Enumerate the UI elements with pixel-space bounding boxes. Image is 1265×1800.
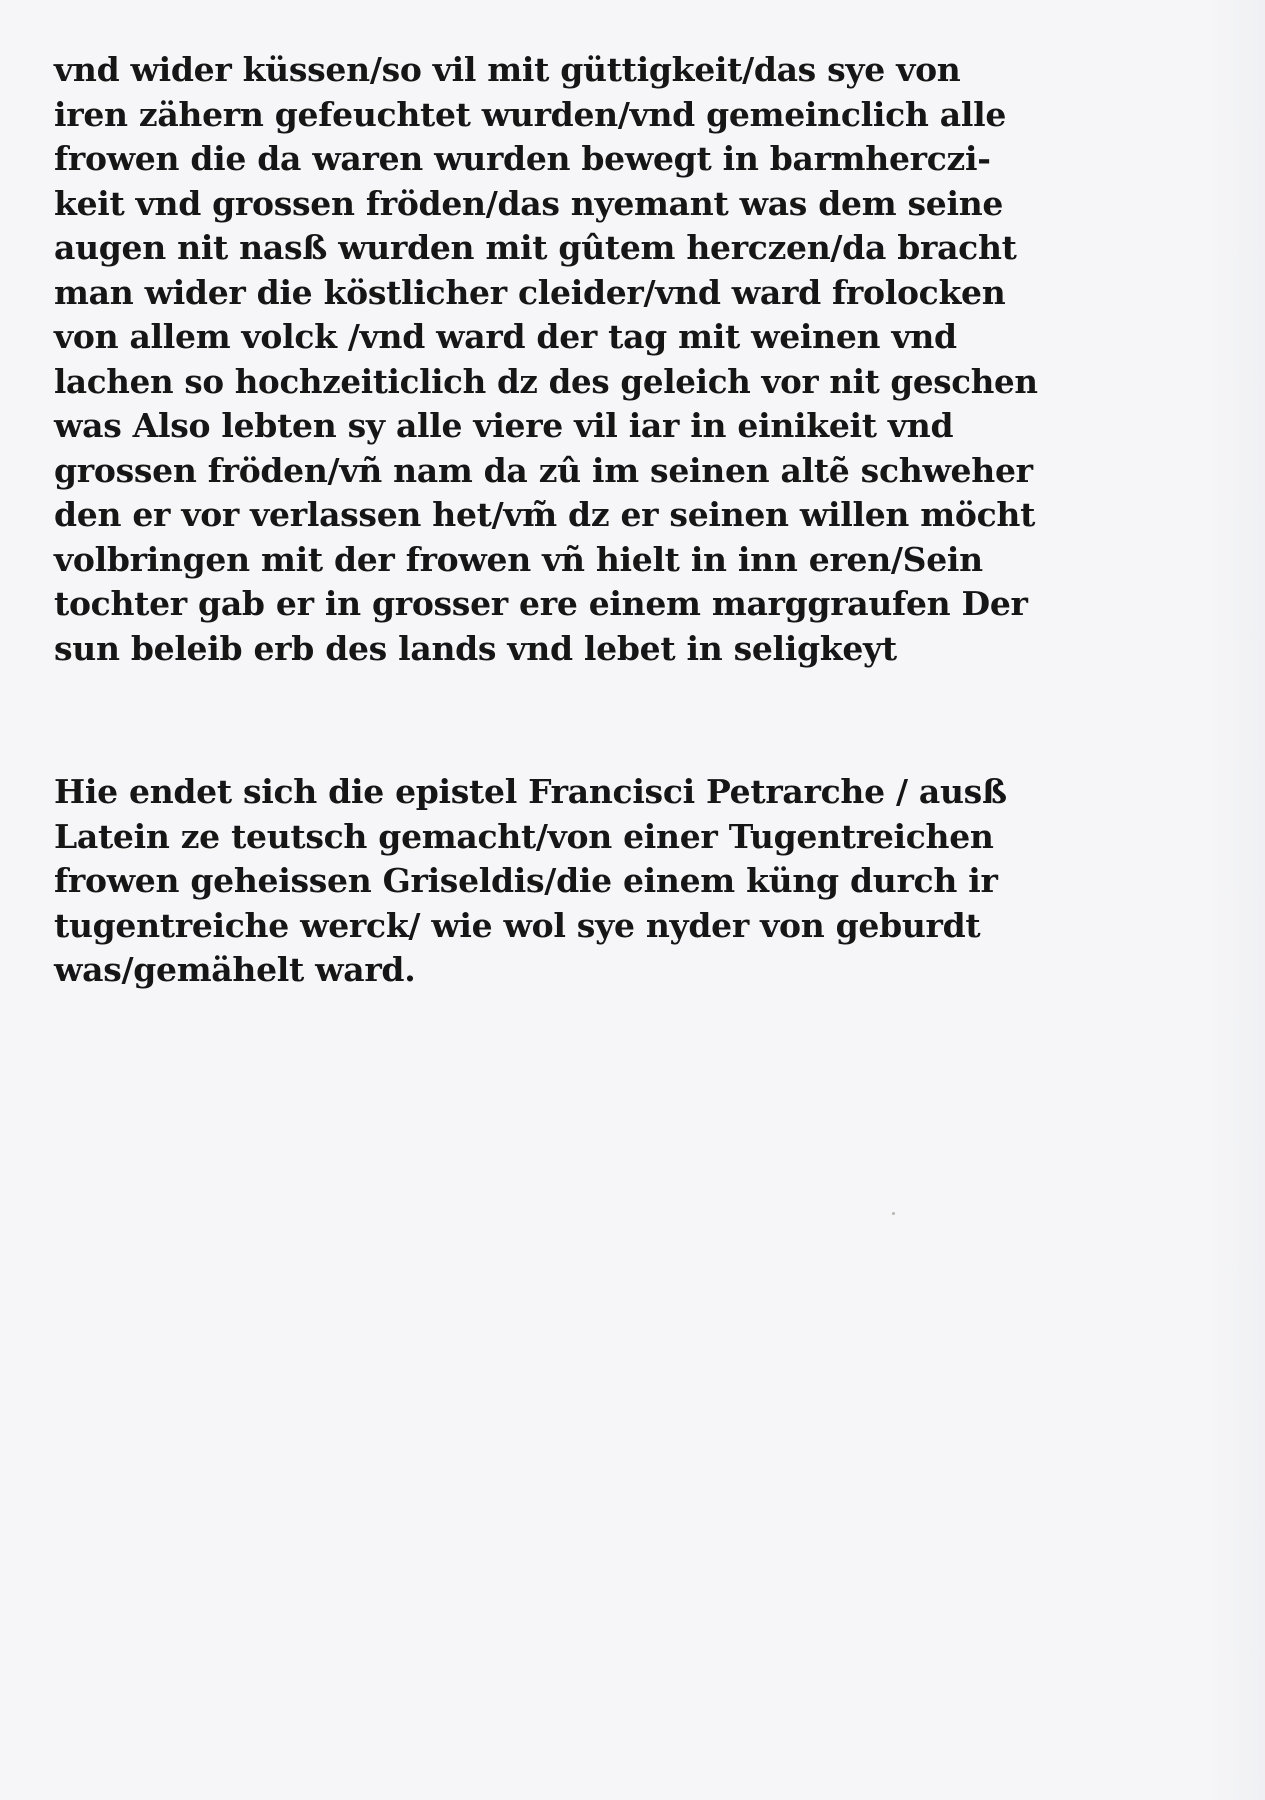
text-line: vnd wider küssen/so vil mit güttigkeit/das sye von bbox=[54, 50, 961, 89]
text-line: lachen so hochzeiticlich dz des geleich vor nit geschen bbox=[54, 361, 1038, 401]
text-line: man wider die köstlicher cleider/vnd ward frolocken bbox=[54, 272, 1006, 312]
colophon-line: tugentreiche werck/ wie wol sye nyder von geburdt bbox=[54, 905, 981, 945]
colophon-line: frowen geheissen Griseldis/die einem küng durch ir bbox=[54, 861, 998, 900]
text-line: grossen fröden/vñ nam da zû im seinen altẽ schweher bbox=[54, 450, 1033, 490]
text-line: sun beleib erb des lands vnd lebet in seligkeyt bbox=[54, 628, 897, 668]
text-line: frowen die da waren wurden bewegt in barmherczi- bbox=[54, 139, 991, 178]
text-line: volbringen mit der frowen vñ hielt in inn eren/Sein bbox=[54, 539, 983, 579]
colophon-line: Hie endet sich die epistel Francisci Petrarche / ausß bbox=[54, 772, 1007, 811]
text-line: den er vor verlassen het/vm̃ dz er seinen willen möcht bbox=[54, 495, 1036, 534]
text-line: augen nit nasß wurden mit gûtem herczen/da bracht bbox=[54, 228, 1017, 267]
colophon-line: Latein ze teutsch gemacht/von einer Tugentreichen bbox=[54, 816, 994, 856]
paper-speck bbox=[892, 1212, 895, 1215]
text-line: iren zähern gefeuchtet wurden/vnd gemeinclich alle bbox=[54, 94, 1007, 134]
text-line: von allem volck /vnd ward der tag mit weinen vnd bbox=[54, 317, 957, 356]
colophon-block bbox=[54, 770, 1044, 993]
main-text-block bbox=[54, 48, 1044, 671]
text-line: tochter gab er in grosser ere einem marggraufen Der bbox=[54, 584, 1028, 623]
text-line: keit vnd grossen fröden/das nyemant was dem seine bbox=[54, 183, 1004, 223]
text-line: was Also lebten sy alle viere vil iar in einikeit vnd bbox=[54, 406, 954, 445]
colophon-line: was/gemähelt ward. bbox=[54, 950, 416, 989]
